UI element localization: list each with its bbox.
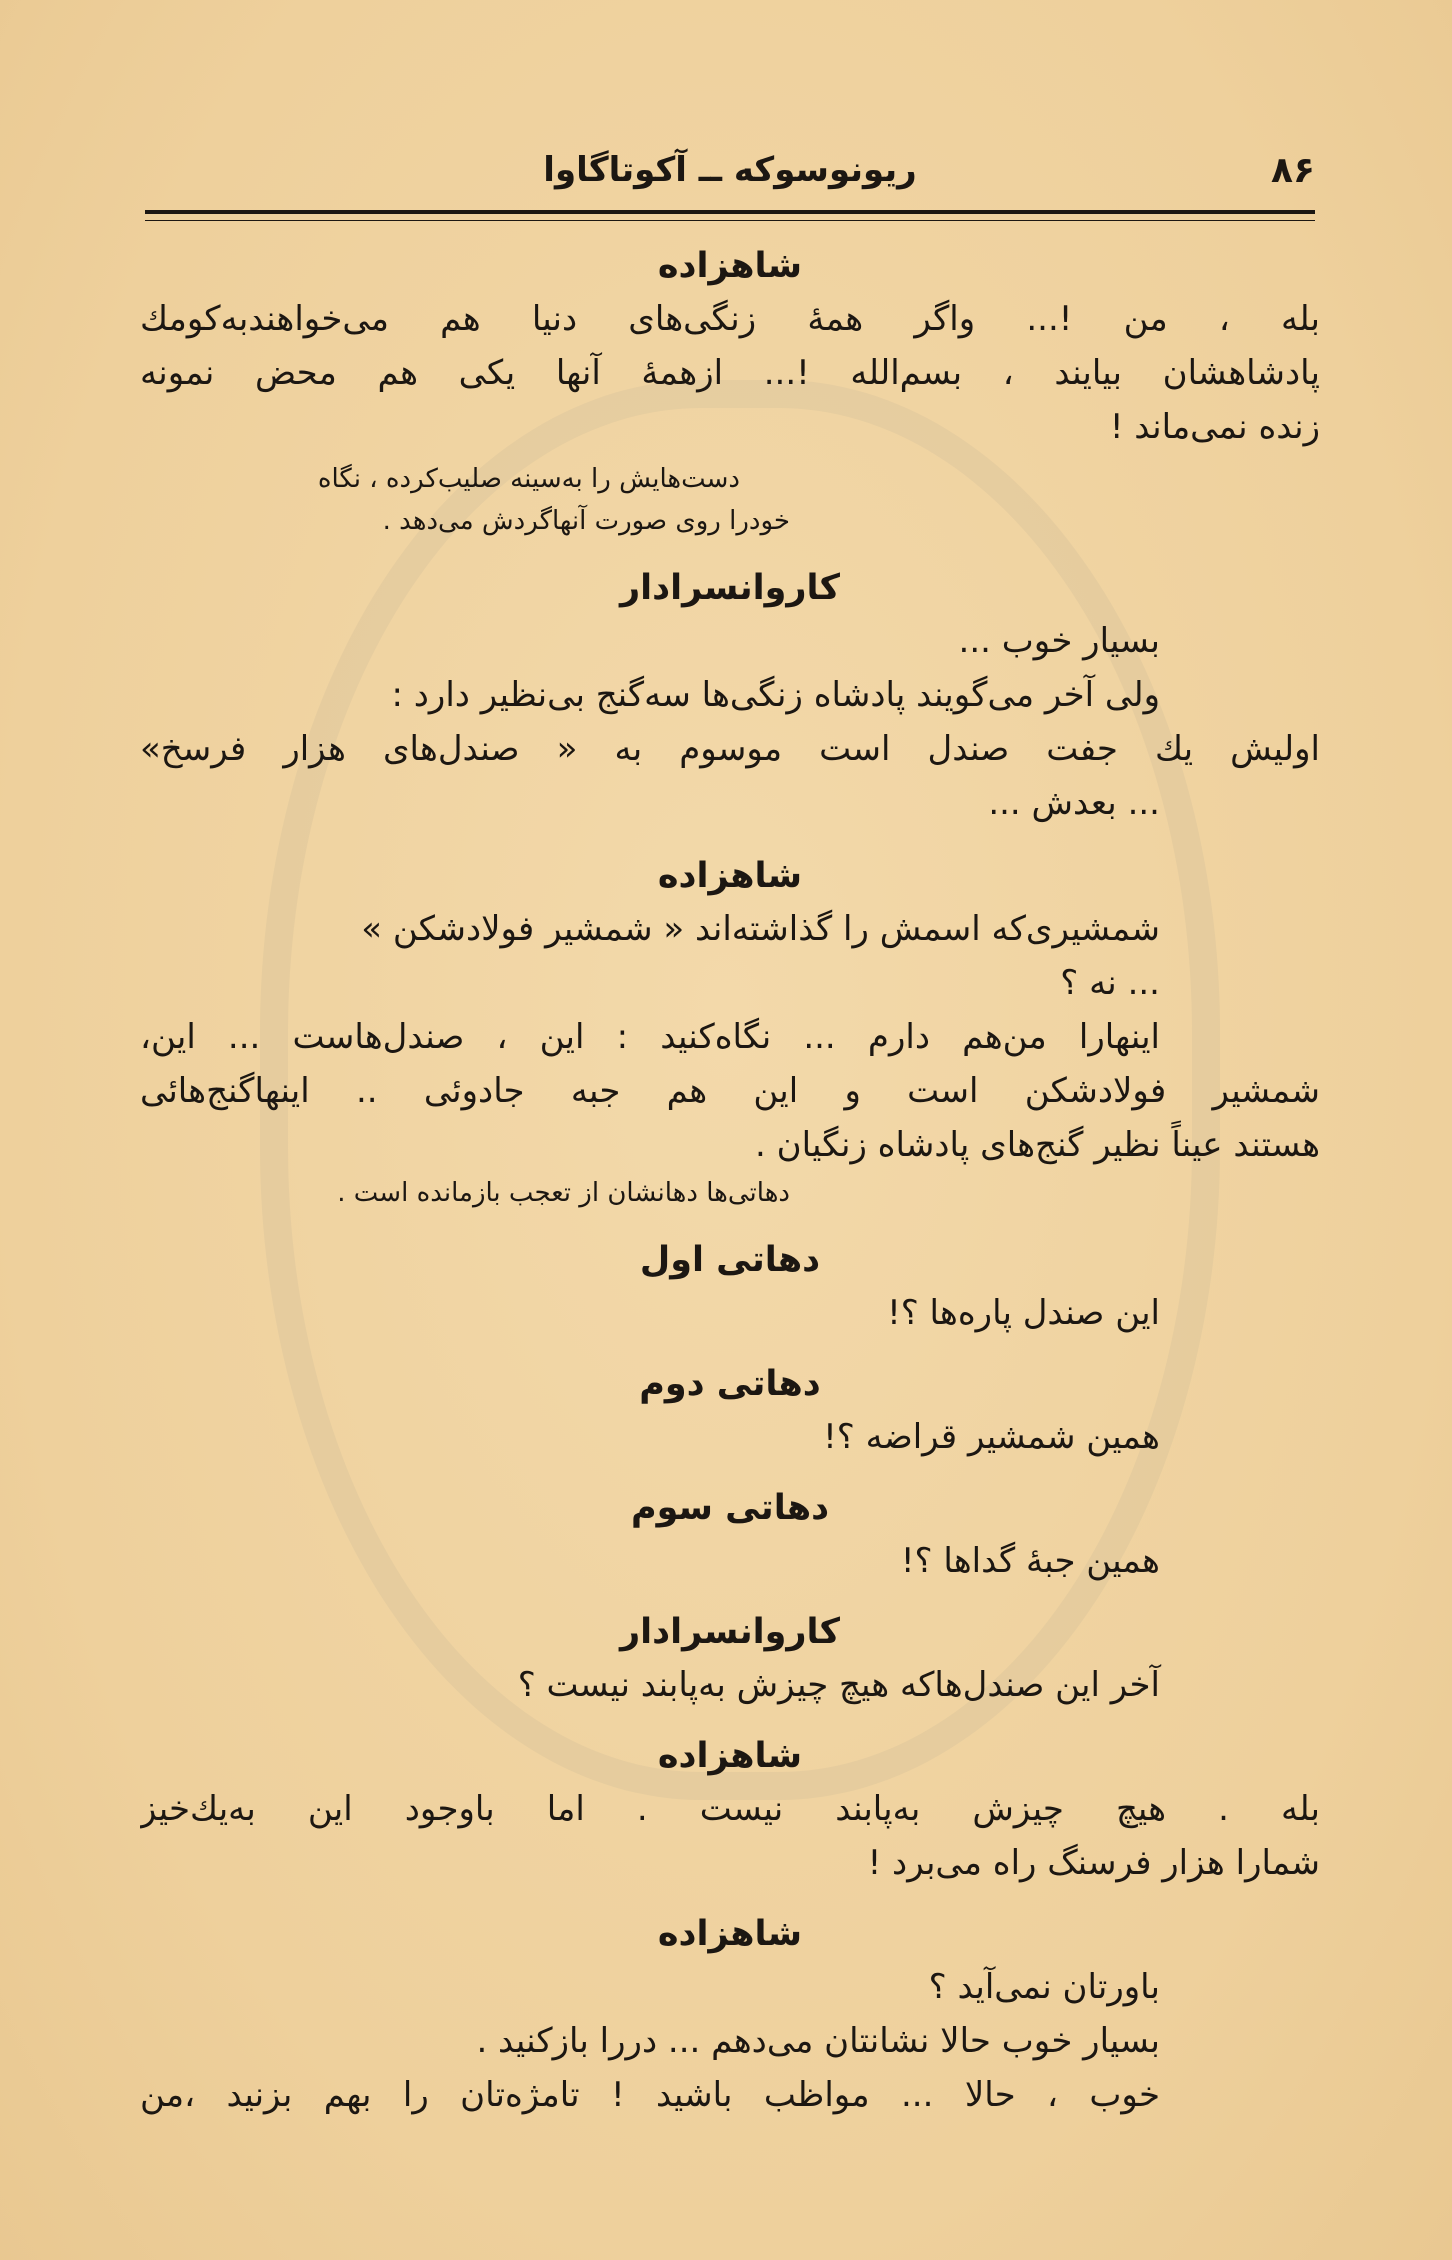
page-number: ۸۶ — [1271, 150, 1315, 191]
dialogue-line: بسیار خوب ... — [958, 621, 1160, 661]
dialogue-line: شمارا هزار فرسنگ راه می‌برد ! — [867, 1843, 1320, 1883]
speaker-name: دهاتی سوم — [630, 1488, 830, 1528]
dialogue-line: ولی آخر می‌گویند پادشاه زنگی‌ها سه‌گنج بی‌نظیر دارد : — [391, 675, 1160, 715]
stage-direction: دهاتی‌ها دهانشان از تعجب بازمانده است . — [337, 1178, 790, 1208]
speaker-name: دهاتی دوم — [639, 1364, 821, 1404]
header-rule-thick — [145, 210, 1315, 214]
speaker-name: شاهزاده — [657, 1914, 803, 1954]
dialogue-line: بله ، من !... واگر همهٔ زنگی‌های دنیا هم می‌خواهندبه‌کومك — [140, 299, 1320, 339]
dialogue-line: آخر این صندل‌هاکه هیچ چیزش به‌پابند نیست ؟ — [517, 1665, 1160, 1705]
page-header — [145, 150, 1315, 202]
dialogue-line: شمشیری‌که اسمش را گذاشته‌اند « شمشیر فولادشکن » — [361, 909, 1160, 949]
dialogue-line: زنده نمی‌ماند ! — [1109, 407, 1320, 447]
dialogue-line: اینهارا من‌هم دارم ... نگاه‌کنید : این ، صندل‌هاست ... این، — [140, 1017, 1160, 1057]
dialogue-line: اولیش یك جفت صندل است موسوم به « صندل‌های هزار فرسخ» — [140, 729, 1320, 769]
dialogue-line: پادشاهشان بیایند ، بسم‌الله !... ازهمهٔ آنها یکی هم محض نمونه — [140, 353, 1320, 393]
dialogue-line: همین شمشیر قراضه ؟! — [823, 1417, 1160, 1457]
dialogue-line: همین جبهٔ گداها ؟! — [900, 1541, 1160, 1581]
speaker-name: شاهزاده — [657, 246, 803, 286]
dialogue-line: باورتان نمی‌آید ؟ — [928, 1967, 1160, 2007]
stage-direction: خودرا روی صورت آنهاگردش می‌دهد . — [382, 506, 790, 536]
dialogue-line: خوب ، حالا ... مواظب باشید ! تامژه‌تان را بهم بزنید ،من — [140, 2075, 1160, 2115]
speaker-name: دهاتی اول — [639, 1240, 821, 1280]
speaker-name: شاهزاده — [657, 1736, 803, 1776]
dialogue-line: شمشیر فولادشکن است و این هم جبه جادوئی .. اینهاگنج‌هائی — [140, 1071, 1320, 1111]
dialogue-line: ... بعدش ... — [988, 783, 1160, 823]
dialogue-line: بسیار خوب حالا نشانتان می‌دهم ... دررا بازکنید . — [476, 2021, 1160, 2061]
dialogue-line: ... نه ؟ — [1060, 963, 1160, 1003]
header-rule-thin — [145, 220, 1315, 221]
dialogue-line: این صندل پاره‌ها ؟! — [887, 1293, 1160, 1333]
running-title: ریونوسوکه ــ آکوتاگاوا — [543, 150, 917, 190]
dialogue-line: بله . هیچ چیزش به‌پابند نیست . اما باوجود این به‌یك‌خیز — [140, 1789, 1320, 1829]
speaker-name: کاروانسرادار — [619, 1612, 841, 1652]
speaker-name: شاهزاده — [657, 856, 803, 896]
play-text — [140, 240, 1320, 2122]
dialogue-line: هستند عیناً نظیر گنج‌های پادشاه زنگیان . — [755, 1125, 1320, 1165]
speaker-name: کاروانسرادار — [619, 568, 841, 608]
stage-direction: دست‌هایش را به‌سینه صلیب‌کرده ، نگاه — [317, 464, 740, 494]
